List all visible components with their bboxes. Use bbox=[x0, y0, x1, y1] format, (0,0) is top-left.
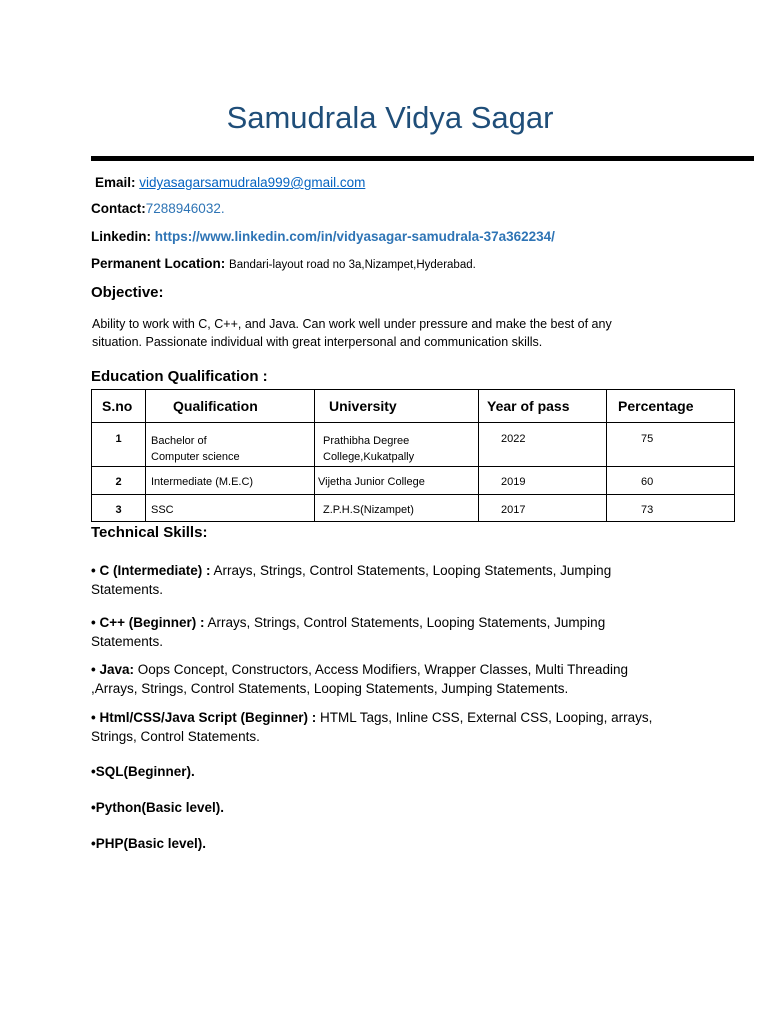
cell-qualification-line2: Computer science bbox=[151, 451, 240, 463]
cell-sno: 2 bbox=[92, 467, 146, 495]
col-header-sno: S.no bbox=[92, 390, 146, 423]
linkedin-row bbox=[91, 229, 555, 244]
cell-university-line2: College,Kukatpally bbox=[323, 451, 415, 463]
cell-university: Z.P.H.S(Nizampet) bbox=[315, 495, 479, 522]
objective-line-1: Ability to work with C, C++, and Java. Can work well under pressure and make the best of any bbox=[92, 317, 612, 331]
skill-label: • C (Intermediate) : bbox=[91, 563, 211, 578]
skill-label: • C++ (Beginner) : bbox=[91, 615, 205, 630]
skill-item-python: •Python(Basic level). bbox=[91, 800, 225, 815]
skill-text: HTML Tags, Inline CSS, External CSS, Looping, arrays, Strings, Control Statements. bbox=[91, 710, 653, 744]
location-row bbox=[91, 256, 476, 271]
cell-qualification: SSC bbox=[146, 495, 315, 522]
skill-item-web bbox=[91, 708, 666, 746]
objective-line-2: situation. Passionate individual with great interpersonal and communication skills. bbox=[92, 335, 543, 349]
skill-item-sql: •SQL(Beginner). bbox=[91, 764, 195, 779]
skill-text: Arrays, Strings, Control Statements, Looping Statements, Jumping Statements. bbox=[91, 563, 612, 597]
col-header-qualification: Qualification bbox=[146, 390, 315, 423]
header-divider bbox=[91, 156, 754, 161]
email-link[interactable]: vidyasagarsamudrala999@gmail.com bbox=[139, 175, 366, 190]
col-header-university: University bbox=[315, 390, 479, 423]
cell-qualification bbox=[146, 423, 315, 467]
skill-text: Arrays, Strings, Control Statements, Looping Statements, Jumping Statements. bbox=[91, 615, 606, 649]
skill-label: • Java: bbox=[91, 662, 135, 677]
email-row bbox=[95, 175, 365, 190]
cell-percentage: 75 bbox=[607, 423, 735, 467]
skill-text: Oops Concept, Constructors, Access Modifiers, Wrapper Classes, Multi Threading ,Arrays, Strings, Control Statements, Looping Statements, Jumping Statements. bbox=[91, 662, 628, 696]
col-header-percentage: Percentage bbox=[607, 390, 735, 423]
skill-item-c bbox=[91, 561, 666, 599]
cell-year: 2017 bbox=[479, 495, 607, 522]
cell-percentage: 60 bbox=[607, 467, 735, 495]
table-row bbox=[92, 495, 735, 522]
skills-heading: Technical Skills: bbox=[91, 524, 208, 541]
table-header-row bbox=[92, 390, 735, 423]
objective-text bbox=[92, 315, 682, 351]
location-value: Bandari-layout road no 3a,Nizampet,Hyderabad. bbox=[229, 259, 476, 271]
cell-qualification-line1: Bachelor of bbox=[151, 435, 207, 447]
linkedin-link[interactable]: https://www.linkedin.com/in/vidyasagar-samudrala-37a362234/ bbox=[154, 229, 555, 244]
skill-item-java bbox=[91, 660, 666, 698]
cell-university-line1: Prathibha Degree bbox=[323, 435, 410, 447]
objective-heading: Objective: bbox=[91, 284, 164, 301]
contact-phone: 7288946032. bbox=[145, 201, 225, 216]
candidate-name: Samudrala Vidya Sagar bbox=[226, 100, 554, 135]
skill-item-cpp bbox=[91, 613, 666, 651]
skill-item-php: •PHP(Basic level). bbox=[91, 836, 207, 851]
cell-university bbox=[315, 423, 479, 467]
education-heading: Education Qualification : bbox=[91, 368, 268, 385]
contact-label: Contact: bbox=[91, 201, 146, 216]
col-header-year: Year of pass bbox=[479, 390, 607, 423]
cell-sno: 1 bbox=[92, 423, 146, 467]
table-row bbox=[92, 467, 735, 495]
cell-university: Vijetha Junior College bbox=[315, 467, 479, 495]
cell-year: 2019 bbox=[479, 467, 607, 495]
cell-year: 2022 bbox=[479, 423, 607, 467]
location-label: Permanent Location: bbox=[91, 256, 226, 271]
cell-qualification: Intermediate (M.E.C) bbox=[146, 467, 315, 495]
cell-percentage: 73 bbox=[607, 495, 735, 522]
contact-row bbox=[91, 201, 225, 216]
cell-sno: 3 bbox=[92, 495, 146, 522]
education-table bbox=[91, 389, 735, 522]
table-row bbox=[92, 423, 735, 467]
skill-label: • Html/CSS/Java Script (Beginner) : bbox=[91, 710, 317, 725]
linkedin-label: Linkedin: bbox=[91, 229, 151, 244]
email-label: Email: bbox=[95, 175, 136, 190]
